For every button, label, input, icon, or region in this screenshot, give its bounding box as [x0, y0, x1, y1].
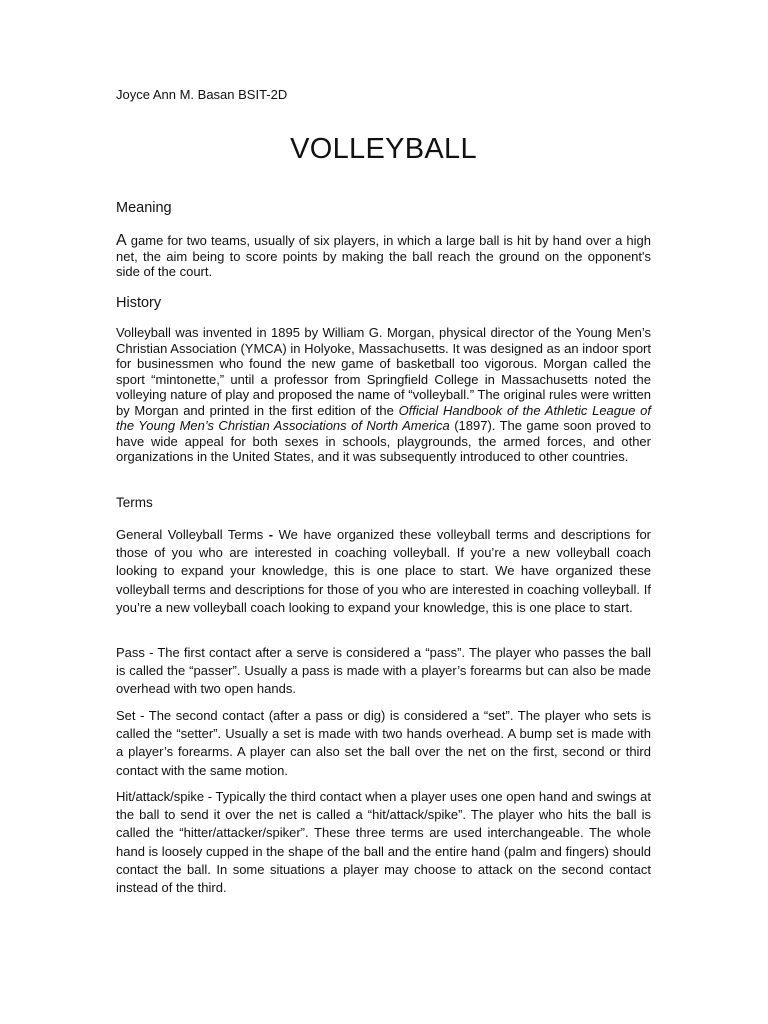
meaning-text: game for two teams, usually of six players, in which a large ball is hit by hand over a high net, the aim being to score points by making the ball reach the ground on the opponent's side of the court. — [116, 233, 651, 279]
terms-hit-text: Hit/attack/spike - Typically the third contact when a player uses one open hand and swings at the ball to send it over the net is called a “hit/attack/spike”. The player who hits the ball is called the “hitter/attacker/spiker”. These three terms are used interchangeable. The whole hand is loosely cupped in the shape of the ball and the entire hand (palm and fingers) should contact the ball. In some situations a player may choose to attack on the second contact instead of the third. — [116, 789, 651, 896]
terms-hit-paragraph — [116, 788, 651, 897]
history-text-before: Volleyball was invented in 1895 by William G. Morgan, physical director of the Young Men’s Christian Association (YMCA) in Holyoke, Massachusetts. It was designed as an indoor sport for businessmen who found the new game of basketball too vigorous. Morgan called the sport “mintonette,” until a professor from Springfield College in Massachusetts noted the volleying nature of play and proposed the name of “volleyball.” The original rules were written by Morgan and printed in the first edition of the — [116, 325, 651, 418]
terms-set-text: Set - The second contact (after a pass or dig) is considered a “set”. The player who sets is called the “setter”. Usually a set is made with two hands overhead. A bump set is made with a player’s forearms. A player can also set the ball over the net on the first, second or third contact with the same motion. — [116, 708, 651, 778]
terms-pass-paragraph — [116, 644, 651, 699]
author-line: Joyce Ann M. Basan BSIT-2D — [116, 87, 288, 102]
terms-general-text: We have organized these volleyball terms and descriptions for those of you who are interested in coaching volleyball. If you’re a new volleyball coach looking to expand your knowledge, this is one place to start. We have organized these volleyball terms and descriptions for those of you who are interested in coaching volleyball. If you’re a new volleyball coach looking to expand your knowledge, this is one place to start. — [116, 527, 652, 615]
terms-general-paragraph — [116, 526, 651, 617]
terms-general-dash: - — [268, 527, 274, 542]
history-paragraph — [116, 325, 651, 465]
terms-heading: Terms — [116, 495, 153, 510]
history-heading: History — [116, 295, 162, 311]
history-text-after: (1897). The game soon proved to have wide appeal for both sexes in schools, playgrounds, the armed forces, and other organizations in the United States, and it was subsequently introduced to other countries. — [116, 418, 652, 464]
terms-general-label: General Volleyball Terms — [116, 527, 269, 542]
terms-pass-text: Pass - The first contact after a serve is considered a “pass”. The player who passes the ball is called the “passer”. Usually a pass is made with a player’s forearms but can also be made overhead with two open hands. — [116, 645, 651, 697]
terms-set-paragraph — [116, 707, 651, 780]
document-title: VOLLEYBALL — [290, 133, 477, 165]
meaning-heading: Meaning — [116, 200, 172, 216]
history-italic-title: Official Handbook of the Athletic League of the Young Men’s Christian Associations of North America — [116, 402, 652, 433]
meaning-paragraph — [116, 233, 651, 280]
meaning-first-letter: A — [116, 232, 127, 249]
